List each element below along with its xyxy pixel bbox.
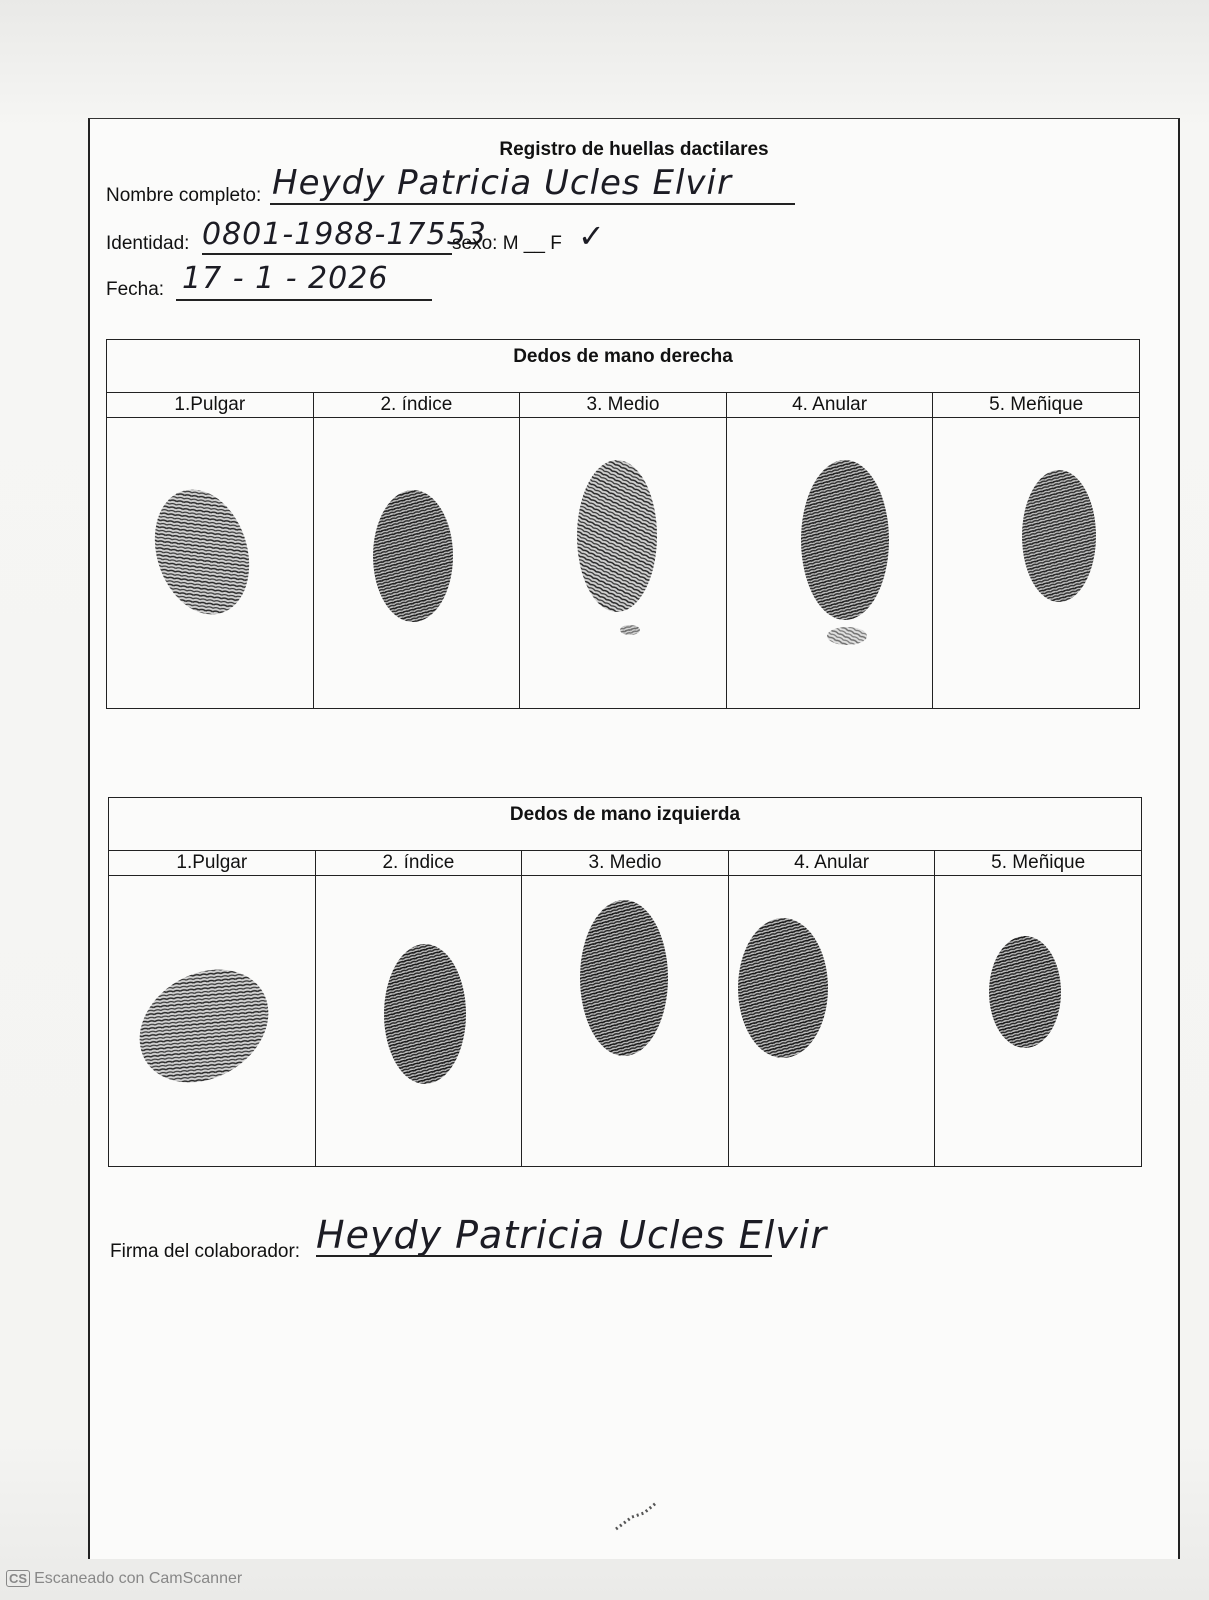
camscanner-text: Escaneado con CamScanner [34,1570,243,1587]
fingerprint-icon [129,956,279,1096]
sex-label: sexo: M __ F [452,233,562,254]
right-finger-label: 1.Pulgar [107,393,314,418]
camscanner-logo-icon: CS [6,1570,30,1587]
left-index-print-cell [315,876,522,1167]
date-label: Fecha: [106,279,165,300]
left-finger-label: 2. índice [315,851,522,876]
camscanner-watermark [6,1570,242,1588]
fingerprint-icon [576,898,676,1078]
signature-label: Firma del colaborador: [110,1241,301,1262]
left-little-print-cell [935,876,1142,1167]
fingerprint-form [88,118,1180,1559]
left-finger-label: 5. Meñique [935,851,1142,876]
fingerprint-icon [733,916,833,1066]
right-finger-label: 2. índice [313,393,520,418]
left-ring-print-cell [728,876,935,1167]
name-underline [270,203,795,205]
right-thumb-print-cell [107,418,314,709]
fingerprint-icon [797,458,897,658]
name-handwritten: Heydy Patricia Ucles Elvir [272,163,732,203]
fingerprint-icon [380,942,470,1092]
left-finger-label: 3. Medio [522,851,729,876]
signature-handwritten: Heydy Patricia Ucles Elvir [316,1213,827,1257]
ink-smudge [612,1495,662,1535]
date-underline [176,299,432,301]
id-handwritten: 0801-1988-17553 [202,217,487,252]
left-hand-title: Dedos de mano izquierda [109,798,1142,851]
right-finger-label: 5. Meñique [933,393,1140,418]
sex-check-mark: ✓ [578,217,606,255]
right-middle-print-cell [520,418,727,709]
right-hand-table [106,339,1140,709]
id-label: Identidad: [106,233,190,254]
form-title: Registro de huellas dactilares [499,139,769,160]
fingerprint-icon [368,484,458,634]
date-handwritten: 17 - 1 - 2026 [182,261,389,296]
fingerprint-icon [572,458,662,648]
right-ring-print-cell [726,418,933,709]
right-index-print-cell [313,418,520,709]
name-label: Nombre completo: [106,185,262,206]
left-middle-print-cell [522,876,729,1167]
id-underline [202,253,452,255]
fingerprint-icon [147,480,257,630]
right-hand-title: Dedos de mano derecha [107,340,1140,393]
left-finger-label: 4. Anular [728,851,935,876]
fingerprint-icon [1017,466,1101,616]
fingerprint-icon [985,934,1065,1054]
right-finger-label: 3. Medio [520,393,727,418]
right-finger-label: 4. Anular [726,393,933,418]
left-thumb-print-cell [109,876,316,1167]
right-little-print-cell [933,418,1140,709]
left-hand-table [108,797,1142,1167]
signature-underline [316,1255,772,1257]
left-finger-label: 1.Pulgar [109,851,316,876]
